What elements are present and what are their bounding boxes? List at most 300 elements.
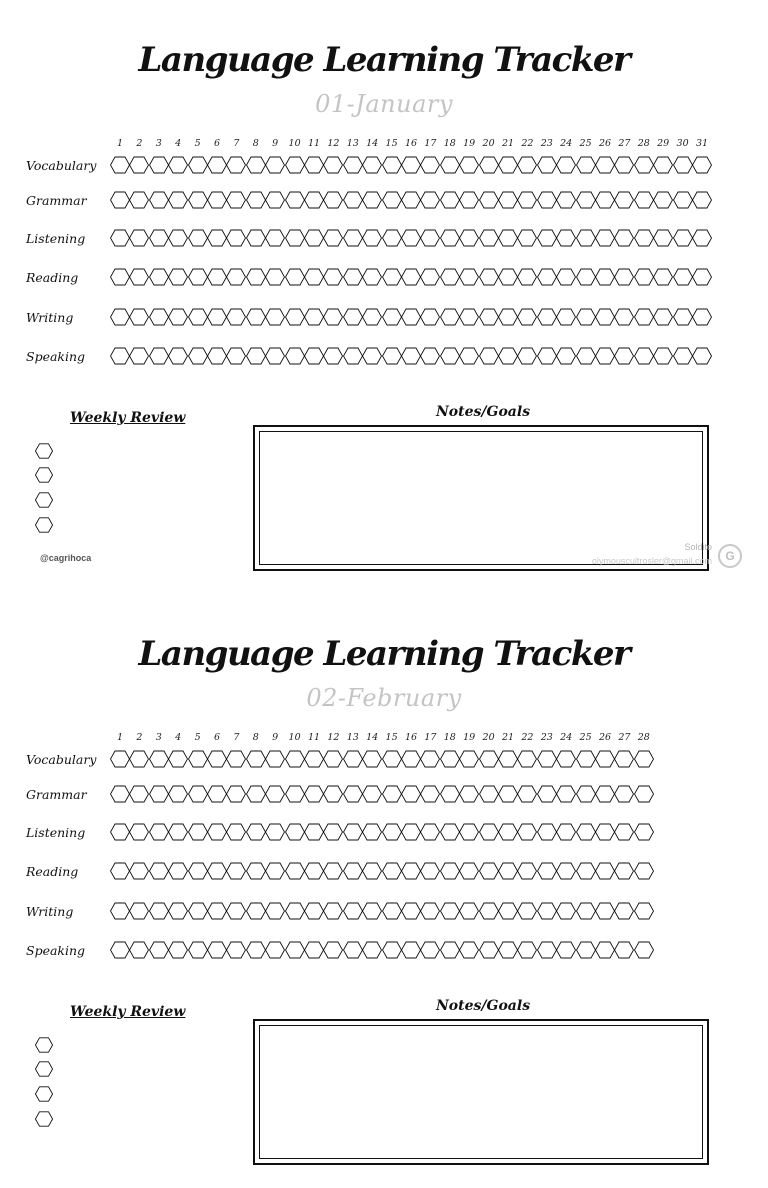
hexagon-icon[interactable] (323, 307, 343, 331)
hexagon-icon[interactable] (401, 190, 421, 214)
hexagon-icon[interactable] (517, 940, 537, 964)
hexagon-icon[interactable] (401, 822, 421, 846)
hexagon-icon[interactable] (479, 940, 499, 964)
review-hexagon-icon[interactable] (35, 1085, 53, 1107)
hexagon-icon[interactable] (634, 822, 654, 846)
hexagon-icon[interactable] (673, 267, 693, 291)
hexagon-icon[interactable] (246, 190, 266, 214)
hexagon-icon[interactable] (556, 190, 576, 214)
hexagon-icon[interactable] (440, 822, 460, 846)
hexagon-icon[interactable] (440, 940, 460, 964)
hexagon-icon[interactable] (382, 749, 402, 773)
hexagon-icon[interactable] (285, 901, 305, 925)
hexagon-icon[interactable] (226, 784, 246, 808)
hexagon-icon[interactable] (246, 346, 266, 370)
hexagon-icon[interactable] (343, 749, 363, 773)
hexagon-icon[interactable] (440, 190, 460, 214)
hexagon-icon[interactable] (207, 307, 227, 331)
hexagon-icon[interactable] (168, 822, 188, 846)
hexagon-icon[interactable] (362, 749, 382, 773)
hexagon-icon[interactable] (207, 940, 227, 964)
hexagon-icon[interactable] (285, 155, 305, 179)
hexagon-icon[interactable] (168, 155, 188, 179)
hexagon-icon[interactable] (188, 190, 208, 214)
hexagon-icon[interactable] (362, 940, 382, 964)
hexagon-icon[interactable] (168, 307, 188, 331)
hexagon-icon[interactable] (188, 155, 208, 179)
hexagon-icon[interactable] (401, 267, 421, 291)
hexagon-icon[interactable] (440, 155, 460, 179)
hexagon-icon[interactable] (537, 307, 557, 331)
hexagon-icon[interactable] (614, 861, 634, 885)
hexagon-icon[interactable] (226, 307, 246, 331)
hexagon-icon[interactable] (129, 861, 149, 885)
hexagon-icon[interactable] (459, 822, 479, 846)
hexagon-icon[interactable] (285, 861, 305, 885)
hexagon-icon[interactable] (129, 307, 149, 331)
hexagon-icon[interactable] (246, 901, 266, 925)
hexagon-icon[interactable] (226, 861, 246, 885)
hexagon-icon[interactable] (362, 784, 382, 808)
hexagon-icon[interactable] (614, 901, 634, 925)
hexagon-icon[interactable] (323, 901, 343, 925)
hexagon-icon[interactable] (614, 155, 634, 179)
hexagon-icon[interactable] (207, 822, 227, 846)
hexagon-icon[interactable] (304, 861, 324, 885)
hexagon-icon[interactable] (323, 190, 343, 214)
hexagon-icon[interactable] (653, 190, 673, 214)
hexagon-icon[interactable] (168, 749, 188, 773)
hexagon-icon[interactable] (265, 784, 285, 808)
hexagon-icon[interactable] (188, 267, 208, 291)
hexagon-icon[interactable] (382, 822, 402, 846)
hexagon-icon[interactable] (614, 822, 634, 846)
hexagon-icon[interactable] (576, 307, 596, 331)
review-hexagon-icon[interactable] (35, 1060, 53, 1082)
hexagon-icon[interactable] (420, 190, 440, 214)
hexagon-icon[interactable] (304, 901, 324, 925)
hexagon-icon[interactable] (362, 267, 382, 291)
hexagon-icon[interactable] (420, 155, 440, 179)
hexagon-icon[interactable] (595, 822, 615, 846)
hexagon-icon[interactable] (614, 784, 634, 808)
hexagon-icon[interactable] (537, 155, 557, 179)
hexagon-icon[interactable] (226, 228, 246, 252)
review-hexagon-icon[interactable] (35, 1110, 53, 1132)
hexagon-icon[interactable] (517, 155, 537, 179)
hexagon-icon[interactable] (343, 346, 363, 370)
hexagon-icon[interactable] (246, 228, 266, 252)
hexagon-icon[interactable] (537, 940, 557, 964)
hexagon-icon[interactable] (382, 190, 402, 214)
hexagon-icon[interactable] (614, 307, 634, 331)
hexagon-icon[interactable] (382, 940, 402, 964)
hexagon-icon[interactable] (420, 901, 440, 925)
hexagon-icon[interactable] (420, 822, 440, 846)
hexagon-icon[interactable] (110, 346, 130, 370)
hexagon-icon[interactable] (246, 784, 266, 808)
hexagon-icon[interactable] (517, 307, 537, 331)
hexagon-icon[interactable] (556, 228, 576, 252)
hexagon-icon[interactable] (440, 861, 460, 885)
hexagon-icon[interactable] (401, 861, 421, 885)
hexagon-icon[interactable] (382, 228, 402, 252)
hexagon-icon[interactable] (188, 749, 208, 773)
hexagon-icon[interactable] (285, 822, 305, 846)
hexagon-icon[interactable] (517, 784, 537, 808)
hexagon-icon[interactable] (188, 307, 208, 331)
hexagon-icon[interactable] (246, 307, 266, 331)
hexagon-icon[interactable] (673, 155, 693, 179)
hexagon-icon[interactable] (576, 901, 596, 925)
hexagon-icon[interactable] (459, 940, 479, 964)
hexagon-icon[interactable] (556, 155, 576, 179)
hexagon-icon[interactable] (653, 228, 673, 252)
hexagon-icon[interactable] (149, 267, 169, 291)
hexagon-icon[interactable] (129, 901, 149, 925)
hexagon-icon[interactable] (653, 155, 673, 179)
hexagon-icon[interactable] (479, 901, 499, 925)
hexagon-icon[interactable] (226, 822, 246, 846)
hexagon-icon[interactable] (129, 228, 149, 252)
hexagon-icon[interactable] (168, 784, 188, 808)
hexagon-icon[interactable] (653, 267, 673, 291)
hexagon-icon[interactable] (129, 190, 149, 214)
hexagon-icon[interactable] (110, 901, 130, 925)
hexagon-icon[interactable] (168, 190, 188, 214)
hexagon-icon[interactable] (614, 940, 634, 964)
hexagon-icon[interactable] (343, 155, 363, 179)
hexagon-icon[interactable] (634, 190, 654, 214)
hexagon-icon[interactable] (149, 346, 169, 370)
hexagon-icon[interactable] (188, 346, 208, 370)
hexagon-icon[interactable] (226, 940, 246, 964)
hexagon-icon[interactable] (498, 940, 518, 964)
hexagon-icon[interactable] (479, 346, 499, 370)
hexagon-icon[interactable] (692, 190, 712, 214)
hexagon-icon[interactable] (246, 267, 266, 291)
hexagon-icon[interactable] (188, 901, 208, 925)
hexagon-icon[interactable] (246, 749, 266, 773)
hexagon-icon[interactable] (692, 346, 712, 370)
hexagon-icon[interactable] (110, 267, 130, 291)
hexagon-icon[interactable] (188, 861, 208, 885)
hexagon-icon[interactable] (634, 228, 654, 252)
hexagon-icon[interactable] (517, 228, 537, 252)
hexagon-icon[interactable] (207, 861, 227, 885)
hexagon-icon[interactable] (110, 190, 130, 214)
hexagon-icon[interactable] (537, 784, 557, 808)
hexagon-icon[interactable] (479, 267, 499, 291)
hexagon-icon[interactable] (343, 228, 363, 252)
hexagon-icon[interactable] (537, 267, 557, 291)
hexagon-icon[interactable] (149, 155, 169, 179)
hexagon-icon[interactable] (556, 861, 576, 885)
review-hexagon-icon[interactable] (35, 1036, 53, 1058)
hexagon-icon[interactable] (110, 228, 130, 252)
hexagon-icon[interactable] (207, 155, 227, 179)
hexagon-icon[interactable] (110, 307, 130, 331)
hexagon-icon[interactable] (285, 190, 305, 214)
hexagon-icon[interactable] (226, 749, 246, 773)
hexagon-icon[interactable] (285, 940, 305, 964)
hexagon-icon[interactable] (401, 749, 421, 773)
hexagon-icon[interactable] (634, 861, 654, 885)
hexagon-icon[interactable] (168, 228, 188, 252)
hexagon-icon[interactable] (265, 307, 285, 331)
hexagon-icon[interactable] (226, 346, 246, 370)
hexagon-icon[interactable] (614, 749, 634, 773)
hexagon-icon[interactable] (634, 784, 654, 808)
hexagon-icon[interactable] (440, 228, 460, 252)
hexagon-icon[interactable] (343, 822, 363, 846)
hexagon-icon[interactable] (110, 861, 130, 885)
hexagon-icon[interactable] (129, 940, 149, 964)
hexagon-icon[interactable] (129, 784, 149, 808)
hexagon-icon[interactable] (323, 861, 343, 885)
hexagon-icon[interactable] (226, 267, 246, 291)
hexagon-icon[interactable] (576, 228, 596, 252)
hexagon-icon[interactable] (149, 749, 169, 773)
hexagon-icon[interactable] (265, 155, 285, 179)
hexagon-icon[interactable] (226, 901, 246, 925)
hexagon-icon[interactable] (362, 155, 382, 179)
hexagon-icon[interactable] (556, 784, 576, 808)
hexagon-icon[interactable] (420, 749, 440, 773)
hexagon-icon[interactable] (401, 346, 421, 370)
hexagon-icon[interactable] (537, 346, 557, 370)
hexagon-icon[interactable] (362, 190, 382, 214)
hexagon-icon[interactable] (149, 228, 169, 252)
hexagon-icon[interactable] (246, 861, 266, 885)
hexagon-icon[interactable] (420, 307, 440, 331)
hexagon-icon[interactable] (459, 155, 479, 179)
hexagon-icon[interactable] (246, 822, 266, 846)
hexagon-icon[interactable] (595, 307, 615, 331)
hexagon-icon[interactable] (304, 940, 324, 964)
hexagon-icon[interactable] (168, 267, 188, 291)
hexagon-icon[interactable] (479, 190, 499, 214)
hexagon-icon[interactable] (556, 901, 576, 925)
hexagon-icon[interactable] (498, 228, 518, 252)
hexagon-icon[interactable] (556, 940, 576, 964)
hexagon-icon[interactable] (401, 228, 421, 252)
hexagon-icon[interactable] (382, 307, 402, 331)
hexagon-icon[interactable] (634, 267, 654, 291)
hexagon-icon[interactable] (265, 228, 285, 252)
review-hexagon-icon[interactable] (35, 466, 53, 488)
hexagon-icon[interactable] (498, 155, 518, 179)
hexagon-icon[interactable] (440, 346, 460, 370)
hexagon-icon[interactable] (498, 901, 518, 925)
hexagon-icon[interactable] (420, 346, 440, 370)
hexagon-icon[interactable] (673, 190, 693, 214)
hexagon-icon[interactable] (129, 822, 149, 846)
hexagon-icon[interactable] (110, 822, 130, 846)
hexagon-icon[interactable] (401, 784, 421, 808)
hexagon-icon[interactable] (304, 346, 324, 370)
hexagon-icon[interactable] (343, 190, 363, 214)
hexagon-icon[interactable] (401, 901, 421, 925)
hexagon-icon[interactable] (323, 749, 343, 773)
hexagon-icon[interactable] (595, 749, 615, 773)
hexagon-icon[interactable] (440, 267, 460, 291)
hexagon-icon[interactable] (673, 307, 693, 331)
hexagon-icon[interactable] (343, 861, 363, 885)
notes-goals-box[interactable] (253, 1019, 709, 1165)
hexagon-icon[interactable] (110, 155, 130, 179)
hexagon-icon[interactable] (634, 155, 654, 179)
hexagon-icon[interactable] (265, 940, 285, 964)
hexagon-icon[interactable] (343, 901, 363, 925)
hexagon-icon[interactable] (323, 155, 343, 179)
hexagon-icon[interactable] (576, 940, 596, 964)
hexagon-icon[interactable] (479, 822, 499, 846)
hexagon-icon[interactable] (498, 861, 518, 885)
hexagon-icon[interactable] (285, 346, 305, 370)
hexagon-icon[interactable] (285, 784, 305, 808)
hexagon-icon[interactable] (459, 784, 479, 808)
hexagon-icon[interactable] (207, 228, 227, 252)
hexagon-icon[interactable] (653, 307, 673, 331)
hexagon-icon[interactable] (634, 749, 654, 773)
hexagon-icon[interactable] (323, 940, 343, 964)
hexagon-icon[interactable] (595, 901, 615, 925)
hexagon-icon[interactable] (362, 822, 382, 846)
hexagon-icon[interactable] (323, 346, 343, 370)
hexagon-icon[interactable] (479, 861, 499, 885)
hexagon-icon[interactable] (556, 822, 576, 846)
hexagon-icon[interactable] (129, 267, 149, 291)
hexagon-icon[interactable] (479, 228, 499, 252)
hexagon-icon[interactable] (207, 901, 227, 925)
hexagon-icon[interactable] (323, 784, 343, 808)
hexagon-icon[interactable] (129, 749, 149, 773)
hexagon-icon[interactable] (149, 940, 169, 964)
hexagon-icon[interactable] (304, 784, 324, 808)
hexagon-icon[interactable] (673, 346, 693, 370)
hexagon-icon[interactable] (265, 901, 285, 925)
hexagon-icon[interactable] (517, 190, 537, 214)
hexagon-icon[interactable] (576, 861, 596, 885)
hexagon-icon[interactable] (576, 155, 596, 179)
hexagon-icon[interactable] (207, 190, 227, 214)
hexagon-icon[interactable] (285, 749, 305, 773)
hexagon-icon[interactable] (420, 861, 440, 885)
hexagon-icon[interactable] (382, 155, 402, 179)
hexagon-icon[interactable] (129, 155, 149, 179)
hexagon-icon[interactable] (304, 155, 324, 179)
hexagon-icon[interactable] (576, 749, 596, 773)
hexagon-icon[interactable] (498, 822, 518, 846)
review-hexagon-icon[interactable] (35, 442, 53, 464)
hexagon-icon[interactable] (362, 228, 382, 252)
hexagon-icon[interactable] (576, 822, 596, 846)
hexagon-icon[interactable] (459, 228, 479, 252)
hexagon-icon[interactable] (576, 346, 596, 370)
hexagon-icon[interactable] (343, 784, 363, 808)
hexagon-icon[interactable] (595, 346, 615, 370)
hexagon-icon[interactable] (129, 346, 149, 370)
hexagon-icon[interactable] (323, 267, 343, 291)
hexagon-icon[interactable] (362, 346, 382, 370)
hexagon-icon[interactable] (459, 346, 479, 370)
hexagon-icon[interactable] (304, 749, 324, 773)
hexagon-icon[interactable] (207, 784, 227, 808)
hexagon-icon[interactable] (265, 749, 285, 773)
hexagon-icon[interactable] (226, 190, 246, 214)
hexagon-icon[interactable] (246, 155, 266, 179)
hexagon-icon[interactable] (323, 228, 343, 252)
hexagon-icon[interactable] (149, 784, 169, 808)
hexagon-icon[interactable] (323, 822, 343, 846)
hexagon-icon[interactable] (304, 228, 324, 252)
hexagon-icon[interactable] (188, 822, 208, 846)
hexagon-icon[interactable] (692, 228, 712, 252)
hexagon-icon[interactable] (459, 749, 479, 773)
hexagon-icon[interactable] (653, 346, 673, 370)
hexagon-icon[interactable] (420, 940, 440, 964)
hexagon-icon[interactable] (440, 784, 460, 808)
hexagon-icon[interactable] (556, 307, 576, 331)
hexagon-icon[interactable] (188, 784, 208, 808)
hexagon-icon[interactable] (265, 190, 285, 214)
hexagon-icon[interactable] (304, 267, 324, 291)
hexagon-icon[interactable] (576, 190, 596, 214)
hexagon-icon[interactable] (401, 940, 421, 964)
hexagon-icon[interactable] (517, 267, 537, 291)
hexagon-icon[interactable] (479, 155, 499, 179)
hexagon-icon[interactable] (420, 784, 440, 808)
hexagon-icon[interactable] (420, 228, 440, 252)
hexagon-icon[interactable] (304, 822, 324, 846)
hexagon-icon[interactable] (149, 861, 169, 885)
hexagon-icon[interactable] (576, 267, 596, 291)
hexagon-icon[interactable] (595, 861, 615, 885)
hexagon-icon[interactable] (440, 307, 460, 331)
hexagon-icon[interactable] (265, 267, 285, 291)
hexagon-icon[interactable] (479, 749, 499, 773)
hexagon-icon[interactable] (634, 901, 654, 925)
hexagon-icon[interactable] (517, 822, 537, 846)
hexagon-icon[interactable] (537, 901, 557, 925)
hexagon-icon[interactable] (498, 346, 518, 370)
hexagon-icon[interactable] (692, 267, 712, 291)
hexagon-icon[interactable] (517, 901, 537, 925)
hexagon-icon[interactable] (614, 228, 634, 252)
hexagon-icon[interactable] (459, 267, 479, 291)
hexagon-icon[interactable] (149, 190, 169, 214)
hexagon-icon[interactable] (168, 346, 188, 370)
hexagon-icon[interactable] (246, 940, 266, 964)
hexagon-icon[interactable] (692, 155, 712, 179)
hexagon-icon[interactable] (595, 940, 615, 964)
hexagon-icon[interactable] (168, 901, 188, 925)
hexagon-icon[interactable] (595, 267, 615, 291)
hexagon-icon[interactable] (517, 749, 537, 773)
hexagon-icon[interactable] (149, 822, 169, 846)
hexagon-icon[interactable] (401, 307, 421, 331)
hexagon-icon[interactable] (595, 228, 615, 252)
hexagon-icon[interactable] (556, 267, 576, 291)
hexagon-icon[interactable] (595, 784, 615, 808)
hexagon-icon[interactable] (614, 346, 634, 370)
hexagon-icon[interactable] (207, 346, 227, 370)
review-hexagon-icon[interactable] (35, 491, 53, 513)
review-hexagon-icon[interactable] (35, 516, 53, 538)
hexagon-icon[interactable] (285, 267, 305, 291)
hexagon-icon[interactable] (265, 861, 285, 885)
